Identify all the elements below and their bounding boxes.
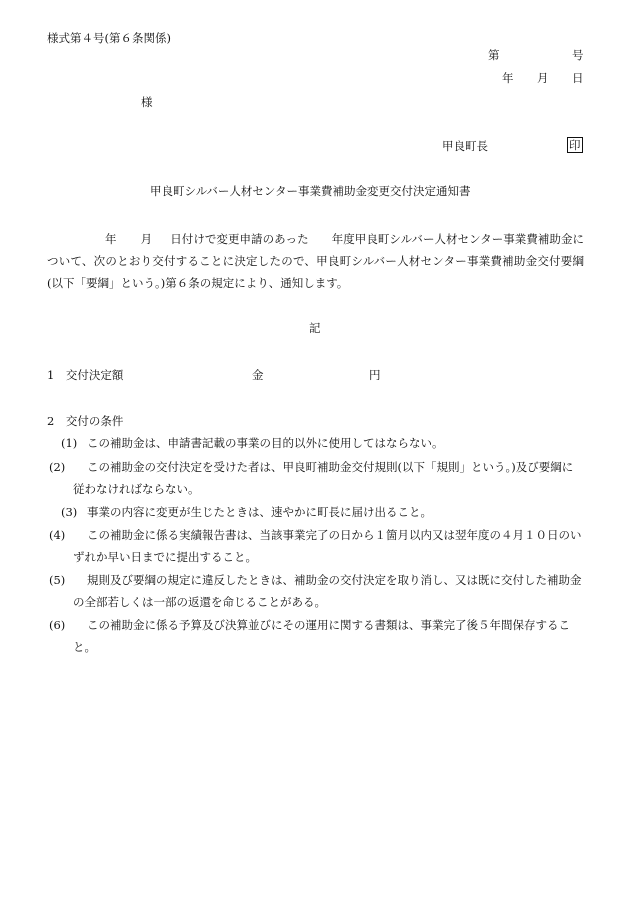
condition-number: (4) [49,528,66,542]
date-month: 月 [537,71,549,85]
condition-item [61,432,584,454]
condition-number: (2) [49,460,66,474]
condition-number: (3) [61,505,78,519]
form-label: 様式第４号(第６条関係) [47,31,171,45]
seal-text: 印 [569,138,581,152]
condition-text: この補助金に係る予算及び決算並びにその運用に関する書類は、事業完了後５年間保存すること。 [73,618,570,654]
issuer-name: 甲良町長 [442,139,488,153]
section1-label: 1 交付決定額 [47,368,124,382]
condition-text: 規則及び要綱の規定に違反したときは、補助金の交付決定を取り消し、又は既に交付した補助金の全部若しくは一部の返還を命じることがある。 [73,573,582,609]
intro-text: 日付けで変更申請のあった 年度甲良町シルバー人材センター事業費補助金について、次のとおり交付することに決定したので、甲良町シルバー人材センター事業費補助金交付要綱(以下「要綱」という。)第６条の規定により、通知します。 [47,232,585,290]
section2-label: 2 交付の条件 [47,414,124,428]
number-prefix: 第 [488,48,500,62]
condition-text: この補助金は、申請書記載の事業の目的以外に使用してはならない。 [87,436,444,450]
condition-item [61,501,584,523]
condition-text: 事業の内容に変更が生じたときは、速やかに町長に届け出ること。 [87,505,432,519]
seal-mark [567,137,583,153]
condition-item [49,456,584,500]
number-suffix: 号 [572,48,584,62]
condition-number: (5) [49,573,66,587]
condition-text: この補助金の交付決定を受けた者は、甲良町補助金交付規則(以下「規則」という。)及び要綱に従わなければならない。 [73,460,574,496]
intro-paragraph [47,228,584,294]
intro-year: 年 [105,232,117,246]
document-title: 甲良町シルバー人材センター事業費補助金変更交付決定通知書 [150,184,471,198]
ki-heading: 記 [309,321,321,335]
condition-item [49,569,584,613]
condition-item [49,614,584,658]
date-day: 日 [572,71,584,85]
section1-yen: 円 [369,368,381,382]
condition-number: (1) [61,436,78,450]
condition-text: この補助金に係る実績報告書は、当該事業完了の日から１箇月以内又は翌年度の４月１０日のいずれか早い日までに提出すること。 [73,528,582,564]
condition-number: (6) [49,618,66,632]
intro-month: 月 [140,232,153,246]
section1-kin: 金 [252,368,264,382]
recipient-honorific: 様 [141,95,153,109]
date-year: 年 [502,71,514,85]
condition-item [49,524,584,568]
